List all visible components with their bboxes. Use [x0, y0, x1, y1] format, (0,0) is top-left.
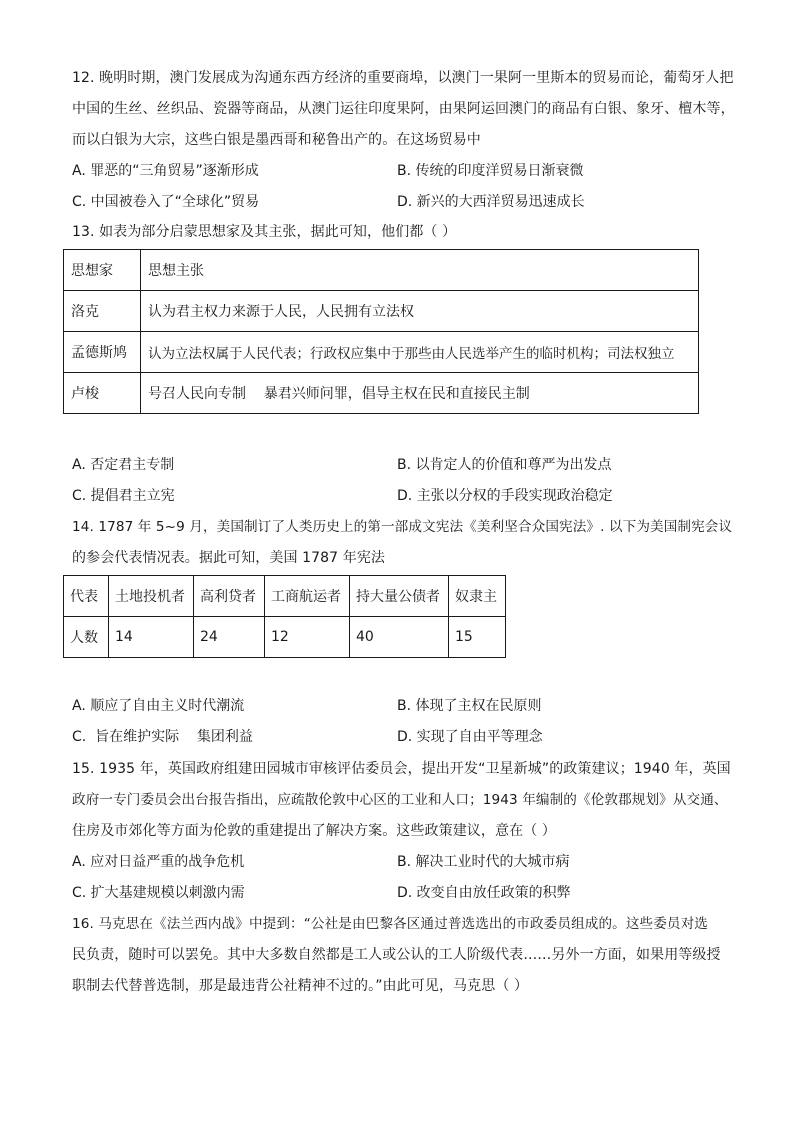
q12-option-d: D. 新兴的大西洋贸易迅速成长	[397, 194, 585, 210]
table-cell: 12	[265, 617, 350, 658]
q15-option-b: B. 解决工业时代的大城市病	[397, 854, 570, 870]
q14-stem-line-2: 的参会代表情况表。据此可知，美国 1787 年宪法	[72, 550, 386, 566]
q13-option-b: B. 以肯定人的价值和尊严为出发点	[397, 457, 612, 473]
table-header-cell: 土地投机者	[109, 576, 194, 617]
q16-stem-line-1: 16. 马克思在《法兰西内战》中提到：“公社是由巴黎各区通过普选选出的市政委员组成的。这些委员对选	[72, 916, 709, 932]
table-cell: 卢梭	[64, 373, 141, 414]
q14-option-a: A. 顺应了自由主义时代潮流	[72, 698, 245, 714]
table-row	[64, 617, 506, 658]
q16-stem-line-3: 职制去代替普选制，那是最违背公社精神不过的。”由此可见，马克思（ ）	[72, 978, 529, 994]
table-cell: 洛克	[64, 291, 141, 332]
q14-stem-line-1: 14. 1787 年 5~9 月，美国制订了人类历史上的第一部成文宪法《美利坚合众国宪法》. 以下为美国制宪会议	[72, 519, 733, 535]
table-row	[64, 332, 699, 373]
q12-stem-line-3: 而以白银为大宗，这些白银是墨西哥和秘鲁出产的。在这场贸易中	[72, 132, 481, 148]
table-header-cell: 代表	[64, 576, 109, 617]
q12-option-b: B. 传统的印度洋贸易日渐衰微	[397, 163, 584, 179]
q13-option-c: C. 提倡君主立宪	[72, 488, 175, 504]
table-row	[64, 373, 699, 414]
table-header-cell: 高利贷者	[194, 576, 265, 617]
q13-option-a: A. 否定君主专制	[72, 457, 175, 473]
table-header-cell: 奴隶主	[449, 576, 506, 617]
table-cell: 认为君主权力来源于人民，人民拥有立法权	[141, 291, 699, 332]
table-row	[64, 576, 506, 617]
q15-option-c: C. 扩大基建规模以刺激内需	[72, 885, 245, 901]
q13-option-d: D. 主张以分权的手段实现政治稳定	[397, 488, 613, 504]
table-header-cell: 持大量公债者	[350, 576, 449, 617]
q12-stem-line-2: 中国的生丝、丝织品、瓷器等商品，从澳门运往印度果阿，由果阿运回澳门的商品有白银、象牙、檀木等，	[72, 101, 735, 117]
q13-stem: 13. 如表为部分启蒙思想家及其主张，据此可知，他们都（ ）	[72, 224, 457, 240]
q12-option-c: C. 中国被卷入了“全球化”贸易	[72, 194, 260, 210]
q12-stem-line-1: 12. 晚明时期，澳门发展成为沟通东西方经济的重要商埠，以澳门一果阿一里斯本的贸易而论，葡萄牙人把	[72, 70, 734, 86]
q14-option-b: B. 体现了主权在民原则	[397, 698, 542, 714]
table-cell: 孟德斯鸠	[64, 332, 141, 373]
table-row	[64, 250, 699, 291]
table-header-cell: 工商航运者	[265, 576, 350, 617]
q14-table	[63, 575, 506, 658]
q14-option-d: D. 实现了自由平等理念	[397, 729, 543, 745]
q14-option-c: C. 旨在维护实际 集团利益	[72, 729, 253, 745]
table-cell: 24	[194, 617, 265, 658]
table-cell: 40	[350, 617, 449, 658]
table-cell: 认为立法权属于人民代表；行政权应集中于那些由人民选举产生的临时机构；司法权独立	[141, 332, 699, 373]
q13-table	[63, 249, 699, 414]
q16-stem-line-2: 民负责，随时可以罢免。其中大多数自然都是工人或公认的工人阶级代表……另外一方面，如果用等级授	[72, 947, 721, 963]
q12-option-a: A. 罪恶的“三角贸易”逐渐形成	[72, 163, 259, 179]
table-cell: 号召人民向专制 暴君兴师问罪，倡导主权在民和直接民主制	[141, 373, 699, 414]
table-header-cell: 思想主张	[141, 250, 699, 291]
q15-stem-line-1: 15. 1935 年，英国政府组建田园城市审核评估委员会，提出开发“卫星新城”的政策建议；1940 年，英国	[72, 761, 731, 777]
table-row	[64, 291, 699, 332]
table-header-cell: 思想家	[64, 250, 141, 291]
q15-option-a: A. 应对日益严重的战争危机	[72, 854, 245, 870]
q15-stem-line-3: 住房及市郊化等方面为伦敦的重建提出了解决方案。这些政策建议，意在（ ）	[72, 823, 556, 839]
q15-option-d: D. 改变自由放任政策的积弊	[397, 885, 571, 901]
table-cell: 15	[449, 617, 506, 658]
table-cell: 人数	[64, 617, 109, 658]
q15-stem-line-2: 政府一专门委员会出台报告指出，应疏散伦敦中心区的工业和人口；1943 年编制的《伦敦郡规划》从交通、	[72, 792, 728, 808]
table-cell: 14	[109, 617, 194, 658]
